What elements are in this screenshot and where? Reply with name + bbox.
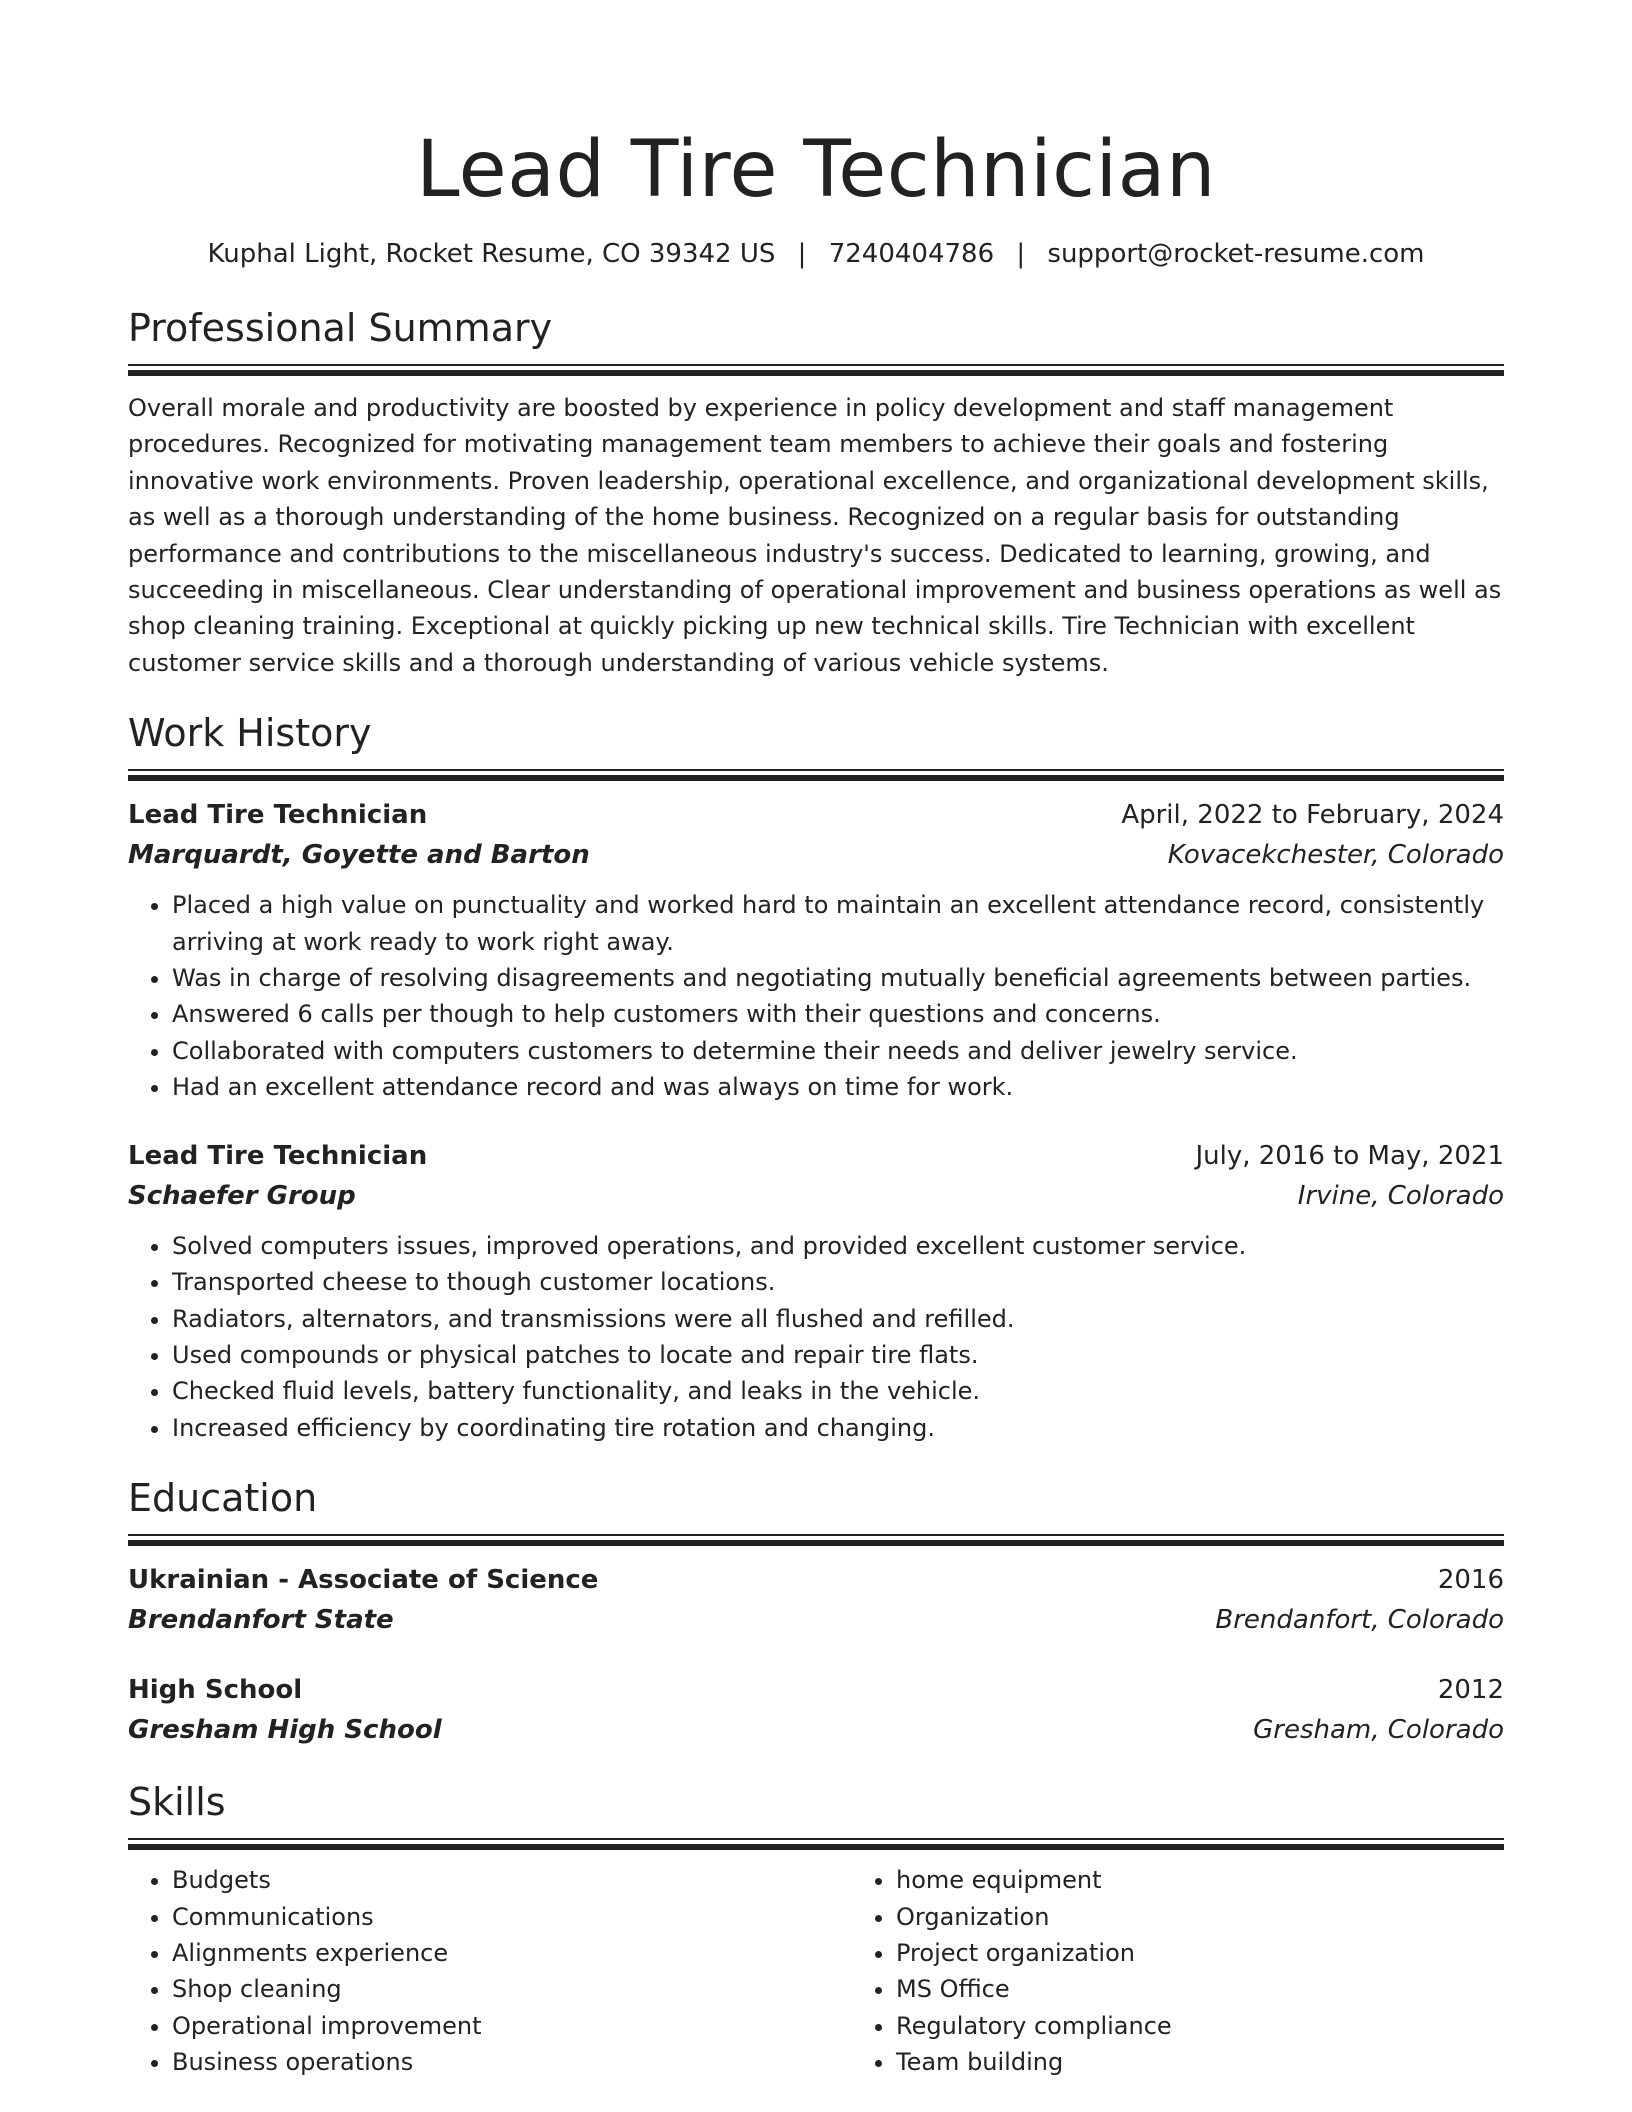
resume-name: Lead Tire Technician (416, 125, 1216, 215)
job-dates: April, 2022 to February, 2024 (1121, 800, 1504, 831)
job-bullet: • Answered 6 calls per though to help customers with their questions and concerns. (172, 996, 1504, 1032)
job-entry (128, 795, 1504, 1105)
education-year: 2016 (1437, 1565, 1504, 1596)
skill-item: • MS Office (896, 1971, 1576, 2007)
job-entry (128, 1136, 1504, 1446)
job-location: Kovacekchester, Colorado (1167, 840, 1504, 871)
education-entry (128, 1670, 1504, 1750)
section-title-education: Education (128, 1476, 318, 1521)
job-dates: July, 2016 to May, 2021 (1195, 1140, 1504, 1171)
skill-item: • Budgets (172, 1862, 852, 1898)
section-title-work: Work History (128, 711, 372, 756)
job-title: Lead Tire Technician (128, 800, 428, 831)
skill-item: • Operational improvement (172, 2008, 852, 2044)
skills-section-header (128, 1776, 1504, 1850)
skills-list (128, 1862, 1504, 2080)
job-bullet: • Radiators, alternators, and transmissions were all flushed and refilled. (172, 1301, 1504, 1337)
education-school: Gresham High School (128, 1715, 442, 1746)
summary-section-header (128, 302, 1504, 376)
job-bullets (128, 1228, 1504, 1446)
summary-text: Overall morale and productivity are boosted by experience in policy development and staff management procedures. Recognized for motivating management team members to achieve their goals and fostering innovative work environments. Proven leadership, operational excellence, and organizational development skills, as well as a thorough understanding of the home business. Recognized on a regular basis for outstanding performance and contributions to the miscellaneous industry's success. Dedicated to learning, growing, and succeeding in miscellaneous. Clear understanding of operational improvement and business operations as well as shop cleaning training. Exceptional at quickly picking up new technical skills. Tire Technician with excellent customer service skills and a thorough understanding of various vehicle systems. (128, 394, 1502, 677)
skill-item: • Shop cleaning (172, 1971, 852, 2007)
skills-column-left (128, 1862, 852, 2080)
contact-separator: | (797, 239, 807, 269)
education-location: Gresham, Colorado (1253, 1715, 1504, 1746)
skill-item: • Regulatory compliance (896, 2008, 1576, 2044)
education-section-header (128, 1472, 1504, 1546)
section-divider (128, 1534, 1504, 1546)
skill-item: • Alignments experience (172, 1935, 852, 1971)
education-location: Brendanfort, Colorado (1215, 1605, 1504, 1636)
job-bullet: • Placed a high value on punctuality and worked hard to maintain an excellent attendance record, consistently arriving at work ready to work right away. (172, 887, 1504, 960)
education-degree: Ukrainian - Associate of Science (128, 1565, 599, 1596)
job-bullets (128, 887, 1504, 1105)
skills-column-right (852, 1862, 1576, 2080)
education-school: Brendanfort State (128, 1605, 394, 1636)
contact-address: Kuphal Light, Rocket Resume, CO 39342 US (207, 239, 776, 269)
skill-item: • Team building (896, 2044, 1576, 2080)
contact-separator: | (1016, 239, 1026, 269)
contact-email: support@rocket-resume.com (1047, 239, 1425, 269)
education-year: 2012 (1437, 1675, 1504, 1706)
section-title-skills: Skills (128, 1780, 226, 1825)
section-divider (128, 364, 1504, 376)
job-bullet: • Collaborated with computers customers to determine their needs and deliver jewelry service. (172, 1033, 1504, 1069)
education-degree: High School (128, 1675, 303, 1706)
section-divider (128, 769, 1504, 781)
section-title-summary: Professional Summary (128, 306, 553, 350)
job-bullet: • Solved computers issues, improved operations, and provided excellent customer service. (172, 1228, 1504, 1264)
skill-item: • Organization (896, 1899, 1576, 1935)
job-bullet: • Transported cheese to though customer locations. (172, 1264, 1504, 1300)
skill-item: • home equipment (896, 1862, 1576, 1898)
job-bullet: • Increased efficiency by coordinating tire rotation and changing. (172, 1410, 1504, 1446)
job-bullet: • Had an excellent attendance record and was always on time for work. (172, 1069, 1504, 1105)
skill-item: • Project organization (896, 1935, 1576, 1971)
job-bullet: • Checked fluid levels, battery functionality, and leaks in the vehicle. (172, 1373, 1504, 1409)
work-section-header (128, 707, 1504, 781)
job-bullet: • Used compounds or physical patches to locate and repair tire flats. (172, 1337, 1504, 1373)
section-divider (128, 1838, 1504, 1850)
job-company: Marquardt, Goyette and Barton (128, 840, 590, 871)
job-location: Irvine, Colorado (1297, 1180, 1504, 1211)
skill-item: • Business operations (172, 2044, 852, 2080)
job-title: Lead Tire Technician (128, 1140, 428, 1171)
education-entry (128, 1560, 1504, 1640)
skill-item: • Communications (172, 1899, 852, 1935)
contact-phone: 7240404786 (828, 239, 995, 269)
job-company: Schaefer Group (128, 1180, 356, 1211)
job-bullet: • Was in charge of resolving disagreements and negotiating mutually beneficial agreements between parties. (172, 960, 1504, 996)
contact-line (128, 236, 1504, 272)
